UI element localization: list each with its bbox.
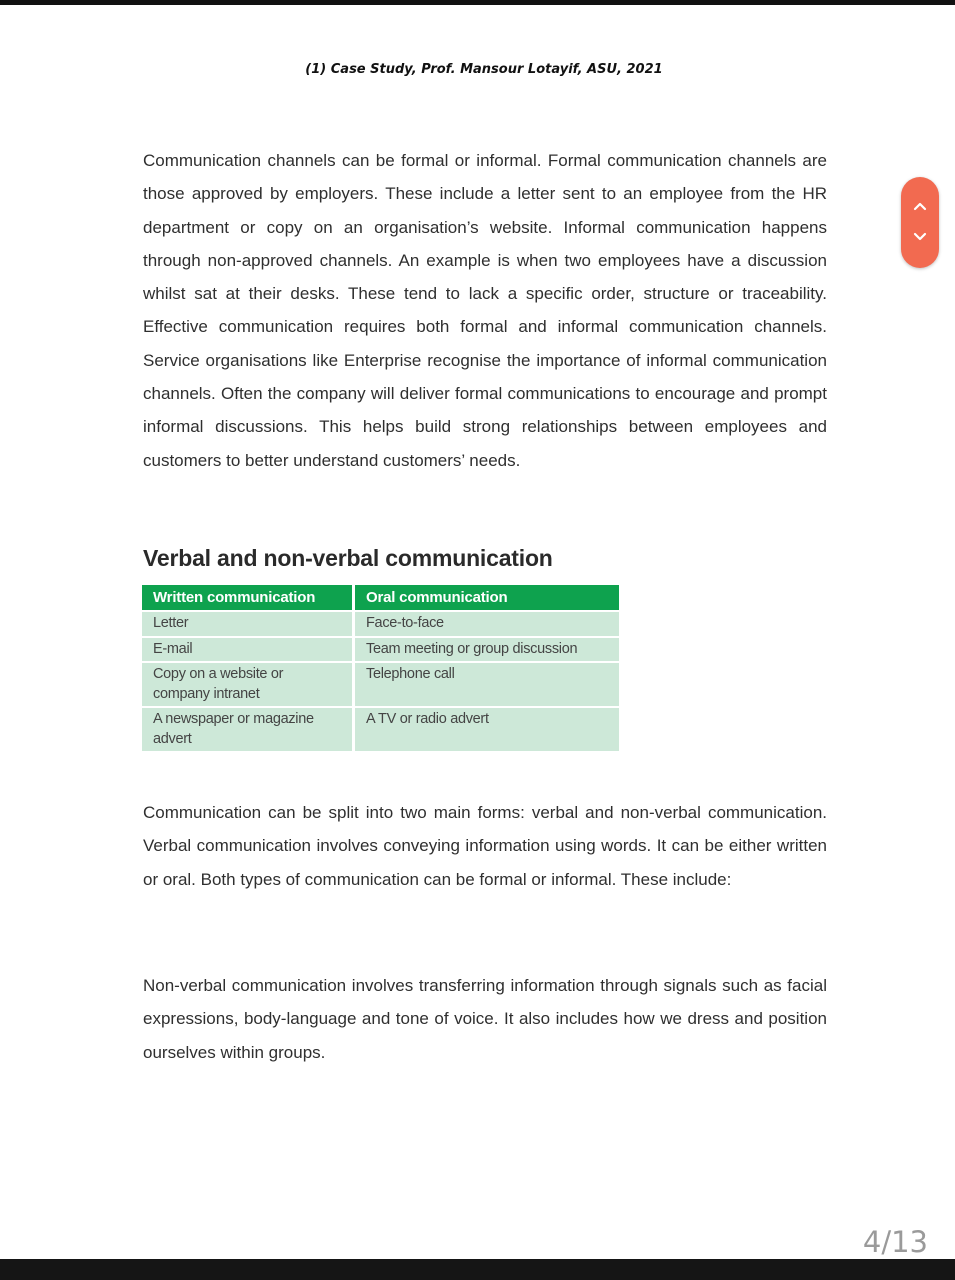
bottom-navigation-bar xyxy=(0,1259,955,1280)
table-cell: Face-to-face xyxy=(354,611,620,637)
table-cell: Letter xyxy=(142,611,354,637)
chevron-down-icon xyxy=(912,231,928,243)
table-header-oral: Oral communication xyxy=(354,585,620,611)
table-header-written: Written communication xyxy=(142,585,354,611)
chevron-up-icon xyxy=(912,200,928,212)
page-header-citation: (1) Case Study, Prof. Mansour Lotayif, ASU, 2021 xyxy=(305,62,663,77)
table-row xyxy=(142,707,619,751)
page-indicator: 4/13 xyxy=(862,1225,928,1259)
table-cell: A TV or radio advert xyxy=(354,707,620,751)
table-row xyxy=(142,611,619,637)
table-cell: Team meeting or group discussion xyxy=(354,637,620,663)
table-cell: Telephone call xyxy=(354,662,620,707)
section-title: Verbal and non-verbal communication xyxy=(143,545,553,571)
table-cell: Copy on a website or company intranet xyxy=(142,662,354,707)
top-status-bar xyxy=(0,0,955,5)
page-navigation-control xyxy=(901,177,939,268)
paragraph-communication-channels: Communication channels can be formal or informal. Formal communication channels are those approved by employers. These include a letter sent to an employee from the HR department or copy on an organisation’s website. Informal communication happens through non-approved channels. An example is when two employees have a discussion whilst sat at their desks. These tend to lack a specific order, structure or traceability. Effective communication requires both formal and informal communication channels. Service organisations like Enterprise recognise the importance of informal communication channels. Often the company will deliver formal communications to encourage and prompt informal discussions. This helps build strong relationships between employees and customers to better understand customers’ needs. xyxy=(143,151,827,470)
communication-table xyxy=(142,585,619,751)
table-row xyxy=(142,662,619,707)
table-row xyxy=(142,637,619,663)
paragraph-verbal-communication: Communication can be split into two main forms: verbal and non-verbal communication. Verbal communication involves conveying information using words. It can be either written or oral. Both types of communication can be formal or informal. These include: xyxy=(143,803,827,889)
paragraph-non-verbal-communication: Non-verbal communication involves transferring information through signals such as facial expressions, body-language and tone of voice. It also includes how we dress and position ourselves within groups. xyxy=(143,976,827,1062)
table-cell: E-mail xyxy=(142,637,354,663)
previous-page-button[interactable] xyxy=(901,191,939,221)
table-header-row xyxy=(142,585,619,611)
next-page-button[interactable] xyxy=(901,222,939,252)
table-cell: A newspaper or magazine advert xyxy=(142,707,354,751)
